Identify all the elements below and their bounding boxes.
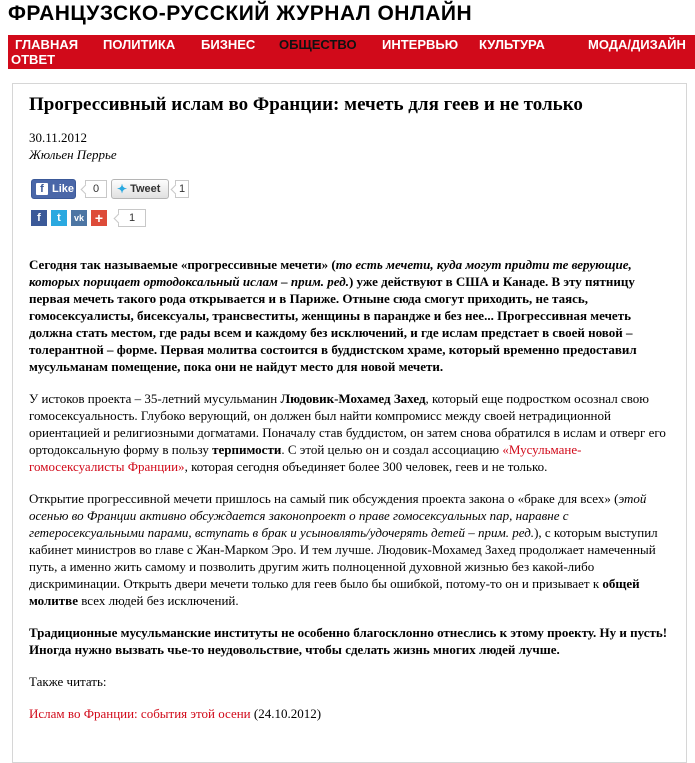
p3-editor-note: этой осенью во Франции активно обсуждается законопроект о праве гомосексуальных пар, наравне с гетеросексуальными парами, вступать в брак и усыновлять/удочерять детей – прим. ред.	[29, 491, 647, 540]
main-nav	[8, 35, 695, 69]
tweet-count: 1	[175, 180, 189, 198]
nav-item-answer[interactable]: ОТВЕТ	[11, 52, 56, 67]
tweet-label: Tweet	[130, 183, 161, 195]
related-article-link[interactable]: Ислам во Франции: события этой осени	[29, 706, 251, 721]
nav-item-business[interactable]: БИЗНЕС	[201, 37, 256, 52]
also-read-label: Также читать:	[29, 674, 107, 689]
facebook-icon: f	[36, 183, 48, 195]
p2-text-2: , который еще подростком осознал свою гомосексуальность. Глубоко верующий, он должен был найти компромисс между своей нетрадиционной ориентацией и религиозными догматами. Поначалу став буддистом, он затем снова обратился в ислам и отверг его ортодоксальную форму в пользу	[29, 391, 666, 457]
p2-tolerance: терпимости	[212, 442, 282, 457]
nav-item-fashion-design[interactable]: МОДА/ДИЗАЙН	[588, 37, 686, 52]
lead-text-1: Сегодня так называемые «прогрессивные мечети» (	[29, 257, 336, 272]
share-count: 1	[118, 209, 146, 227]
article-author: Жюльен Перрье	[29, 147, 117, 162]
p3-text-1: Открытие прогрессивной мечети пришлось на самый пик обсуждения проекта закона о «браке для всех» (	[29, 491, 619, 506]
p3-text-3: всех людей без исключений.	[77, 593, 239, 608]
tweet-button[interactable]	[111, 179, 169, 199]
nav-item-culture[interactable]: КУЛЬТУРА	[479, 37, 545, 52]
twitter-bird-icon: ✦	[117, 182, 128, 196]
p2-text-1: У истоков проекта – 35-летний мусульманин	[29, 391, 281, 406]
site-title[interactable]: ФРАНЦУЗСКО-РУССКИЙ ЖУРНАЛ ОНЛАЙН	[8, 2, 473, 25]
nav-item-politics[interactable]: ПОЛИТИКА	[103, 37, 176, 52]
p3-common-prayer: общей молитве	[29, 576, 640, 608]
twitter-share-icon[interactable]: t	[51, 210, 67, 226]
nav-item-interview[interactable]: ИНТЕРВЬЮ	[382, 37, 459, 52]
article-paragraph-4: Традиционные мусульманские институты не особенно благосклонно отнеслись к этому проекту. Ну и пусть! Иногда нужно вызвать чье-то неудовольствие, чтобы сделать жизнь многих людей лучше.	[29, 625, 668, 657]
facebook-share-icon[interactable]: f	[31, 210, 47, 226]
article-paragraph-2	[29, 390, 669, 475]
related-article	[29, 705, 669, 722]
vk-share-icon[interactable]: vk	[71, 210, 87, 226]
lead-editor-note: то есть мечети, куда могут придти те верующие, которых порицает ортодоксальный ислам – прим. ред.	[29, 257, 632, 289]
lead-text-2: ) уже действуют в США и Канаде. В эту пятницу первая мечеть такого рода открывается и в Париже. Отныне сюда смогут приходить, не таясь, гомосексуалисты, бисексуалы, трансвеститы, женщины в парандже и без нее... Прогрессивная мечеть должна стать местом, где рады всем и каждому без исключений, и где ислам предстает в своей новой – толерантной – форме. Первая молитва состоится в буддистском храме, который временно предоставил мусульманам помещение, пока они не найдут место для новой мечети.	[29, 274, 637, 374]
like-label: Like	[52, 183, 75, 195]
nav-item-home[interactable]: ГЛАВНАЯ	[15, 37, 79, 52]
article-container	[12, 83, 687, 763]
article-date: 30.11.2012	[29, 130, 88, 145]
related-article-date: (24.10.2012)	[250, 706, 322, 721]
like-count: 0	[85, 180, 107, 198]
facebook-like-button[interactable]	[31, 179, 76, 199]
p2-name: Людовик-Мохамед Захед	[280, 391, 426, 406]
p3-text-2: ), с которым выступил кабинет министров во главе с Жан-Марком Эро. И тем лучше. Людовик-Мохамед Захед продолжает намеченный путь, а именно жить самому и позволить другим жить полноценной духовной жизнью без какой-либо дискриминации. Открыть двери мечети только для геев было бы ошибкой, потому-то он и призывает к	[29, 525, 658, 591]
article-lead-paragraph	[29, 256, 669, 375]
article-body	[29, 256, 669, 737]
p2-text-3: . С этой целью он и создал ассоциацию	[281, 442, 503, 457]
gplus-share-icon[interactable]: +	[91, 210, 107, 226]
nav-item-society[interactable]: ОБЩЕСТВО	[279, 37, 357, 52]
association-link[interactable]: «Мусульмане-гомосексуалисты Франции»	[29, 442, 582, 474]
article-paragraph-3	[29, 490, 669, 609]
article-title: Прогрессивный ислам во Франции: мечеть для геев и не только	[29, 94, 583, 115]
p2-text-4: , которая сегодня объединяет более 300 человек, геев и не только.	[184, 459, 548, 474]
